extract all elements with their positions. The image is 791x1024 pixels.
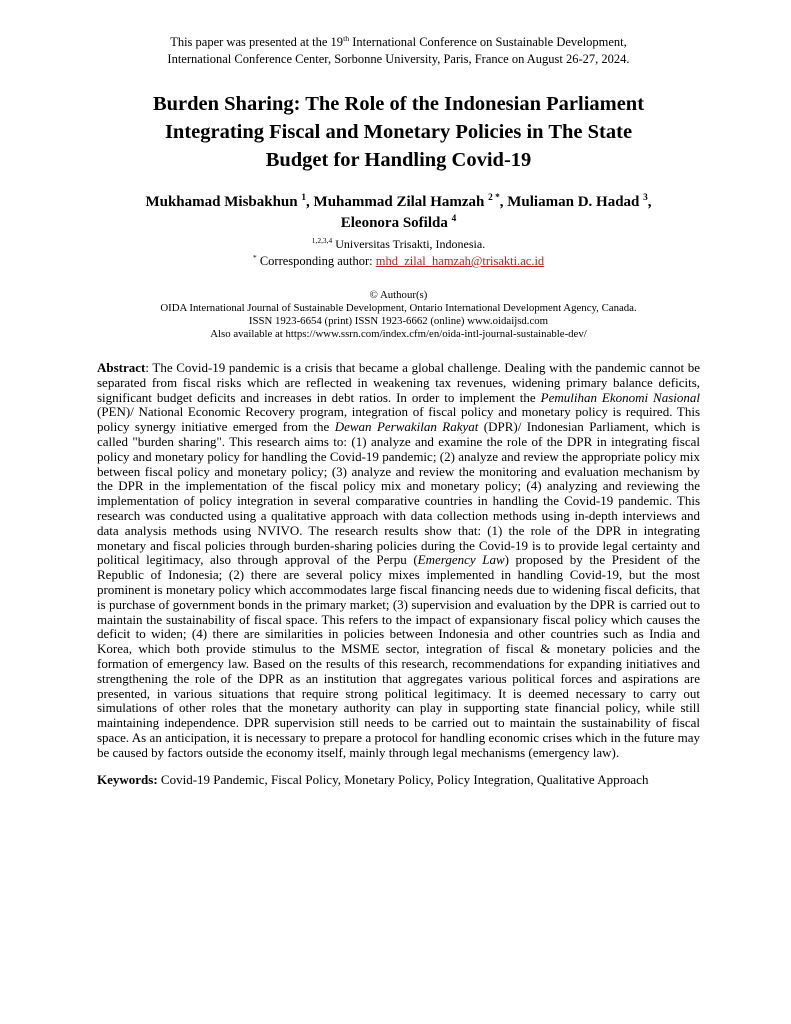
publication-info <box>97 289 700 341</box>
conference-note <box>97 34 700 68</box>
conference-note-line-2: International Conference Center, Sorbonne University, Paris, France on August 26-27, 2024. <box>167 52 630 66</box>
email-link[interactable]: mhd_zilal_hamzah@trisakti.ac.id <box>375 254 545 268</box>
availability-line: Also available at https://www.ssrn.com/index.cfm/en/oida-intl-journal-sustainable-dev/ <box>210 328 587 340</box>
abstract-paragraph: Abstract: The Covid-19 pandemic is a crisis that became a global challenge. Dealing with the pandemic cannot be separated from fiscal risks which are reflected in weakening tax revenues, widening primary balance deficits, significant budget deficits and increases in debt ratios. In order to implement the Pemulihan Ekonomi Nasional (PEN)/ National Economic Recovery program, integration of fiscal policy and monetary policy is required. This policy synergy initiative emerged from the Dewan Perwakilan Rakyat (DPR)/ Indonesian Parliament, which is called "burden sharing". This research aims to: (1) analyze and examine the role of the DPR in integrating fiscal policy and monetary policy for handling the Covid-19 pandemic; (2) analyze and review the appropriate policy mix between fiscal policy and monetary policy; (3) analyze and review the monitoring and evaluation mechanism by the DPR in the implementation of the fiscal policy mix and monetary policy; (4) analyzing and reviewing the implementation of policy integration in several comparative countries in handling the Covid-19 pandemic. This research was conducted using a qualitative approach with data collection methods using in-depth interviews and data analysis methods using NVIVO. The research results show that: (1) the role of the DPR in integrating monetary and fiscal policies through burden-sharing policies during the Covid-19 is to provide legal certainty and political legitimacy, also through approval of the Perpu (Emergency Law) proposed by the President of the Republic of Indonesia; (2) there are several policy mixes implemented in handling Covid-19, but the most prominent is monetary policy which accommodates large fiscal financing needs due to widening fiscal deficits, that is purchase of government bonds in the primary market; (3) supervision and evaluation by the DPR is carried out to maintain the sustainability of fiscal space. This refers to the impact of expansionary fiscal policy which causes the deficit to widen; (4) there are similarities in policies between Indonesia and other countries such as India and Korea, which both provide stimulus to the MSME sector, integration of fiscal & monetary policies and the formation of emergency law. Based on the results of this research, recommendations for expanding initiatives and strengthening the role of the DPR as an institution that aggregates various political forces and aspirations are presented, in various situations that require strong political legitimacy. It is deemed necessary to carry out simulations of other roles that the monetary authority can play in supporting state financial policy, while still maintaining independence. DPR supervision still needs to be carried out to maintain the sustainability of fiscal space. As an anticipation, it is necessary to prepare a protocol for handling economic crises which in the future may be caused by factors outside the economy itself, mainly through legal mechanisms (emergency law). <box>97 360 701 760</box>
journal-line: OIDA International Journal of Sustainable Development, Ontario International Development Agency, Canada. <box>160 302 637 314</box>
paper-title-line-2: Integrating Fiscal and Monetary Policies in The State <box>164 121 633 143</box>
authors-line-1: Mukhamad Misbakhun $^1$, Muhammad Zilal Hamzah $^{2 *}$, Muliaman D. Hadad $^3$, <box>145 193 652 210</box>
corresponding-author-marker: * <box>252 252 257 262</box>
issn-line: ISSN 1923-6654 (print) ISSN 1923-6662 (online) www.oidaijsd.com <box>248 315 549 327</box>
affiliation-line: $^{1,2,3,4}$ Universitas Trisakti, Indonesia. <box>311 236 486 251</box>
paper-title <box>97 90 700 174</box>
corresponding-author-label: Corresponding author: <box>256 254 376 268</box>
paper-title-line-1: Burden Sharing: The Role of the Indonesian Parliament <box>152 93 645 115</box>
conference-note-line-1: This paper was presented at the 19th International Conference on Sustainable Development, <box>170 33 627 49</box>
paper-title-line-3: Budget for Handling Covid-19 <box>265 149 532 171</box>
keywords-paragraph: Keywords: Covid-19 Pandemic, Fiscal Policy, Monetary Policy, Policy Integration, Qualitative Approach <box>97 771 649 787</box>
copyright-line: © Authour(s) <box>369 289 428 301</box>
authors-block <box>97 192 700 234</box>
authors-line-2: Eleonora Sofilda $^4$ <box>340 214 457 231</box>
corresponding-author-line <box>97 253 700 269</box>
